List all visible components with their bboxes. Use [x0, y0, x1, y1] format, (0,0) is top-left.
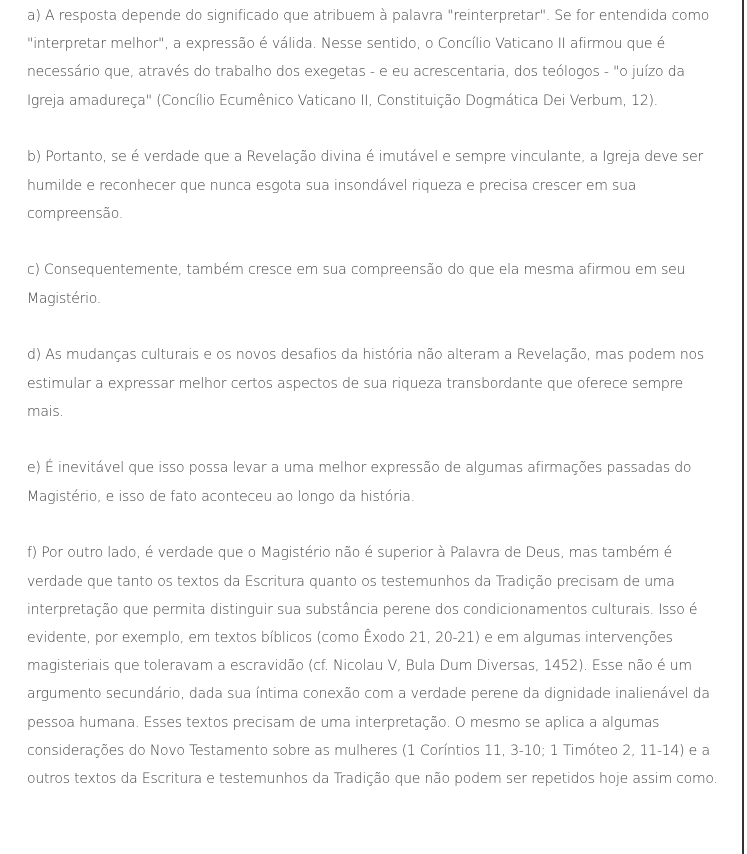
paragraph-e: e) É inevitável que isso possa levar a uma melhor expressão de algumas afirmações passadas do Magistério, e isso de fato aconteceu ao longo da história.: [27, 460, 692, 505]
paragraph-c: c) Consequentemente, também cresce em sua compreensão do que ela mesma afirmou em seu Magistério.: [27, 262, 686, 307]
paragraph-b: b) Portanto, se é verdade que a Revelação divina é imutável e sempre vinculante, a Igreja deve ser humilde e reconhecer que nunca esgota sua insondável riqueza e precisa crescer em sua compreensão.: [27, 149, 703, 222]
paragraph-d: d) As mudanças culturais e os novos desafios da história não alteram a Revelação, mas podem nos estimular a expressar melhor certos aspectos de sua riqueza transbordante que oferece sempre mais.: [27, 347, 704, 420]
paragraph-f: f) Por outro lado, é verdade que o Magistério não é superior à Palavra de Deus, mas também é verdade que tanto os textos da Escritura quanto os testemunhos da Tradição precisam de uma interpretação que permita distinguir sua substância perene dos condicionamentos culturais. Isso é evidente, por exemplo, em textos bíblicos (como Êxodo 21, 20-21) e em algumas intervenções magisteriais que toleravam a escravidão (cf. Nicolau V, Bula Dum Diversas, 1452). Esse não é um argumento secundário, dada sua íntima conexão com a verdade perene da dignidade inalienável da pessoa humana. Esses textos precisam de uma interpretação. O mesmo se aplica a algumas considerações do Novo Testamento sobre as mulheres (1 Coríntios 11, 3-10; 1 Timóteo 2, 11-14) e a outros textos da Escritura e testemunhos da Tradição que não podem ser repetidos hoje assim como.: [27, 545, 718, 787]
paragraph-a: a) A resposta depende do significado que atribuem à palavra "reinterpretar". Se for entendida como "interpretar melhor", a expressão é válida. Nesse sentido, o Concílio Vaticano II afirmou que é necessário que, através do trabalho dos exegetas - e eu acrescentaria, dos teólogos - "o juízo da Igreja amadureça" (Concílio Ecumênico Vaticano II, Constituição Dogmática Dei Verbum, 12).: [27, 8, 710, 109]
